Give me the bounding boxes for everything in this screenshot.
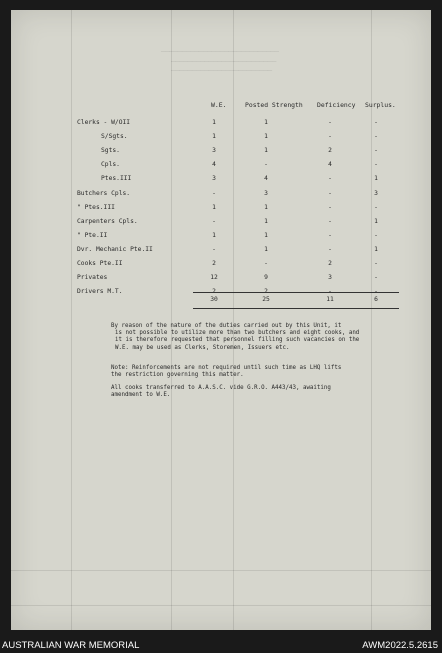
footer-institution: AUSTRALIAN WAR MEMORIAL xyxy=(2,640,140,651)
row-label: Butchers Cpls. xyxy=(77,190,131,197)
cell-surplus: 1 xyxy=(374,246,378,253)
cell-deficiency: 3 xyxy=(328,274,332,281)
paragraph-line: it is therefore requested that personnel filling such vacancies on the xyxy=(115,337,360,344)
row-label: Drivers M.T. xyxy=(77,288,123,295)
cell-posted: 1 xyxy=(264,119,268,126)
cell-we: 3 xyxy=(212,175,216,182)
cell-we: - xyxy=(212,190,216,197)
show-through-text: ──────────────────────────── xyxy=(161,48,280,56)
paragraph-cooks xyxy=(111,385,331,399)
column-header-surplus: Surplus. xyxy=(365,101,396,109)
row-label: Dvr. Mechanic Pte.II xyxy=(77,246,153,253)
cell-we: 1 xyxy=(212,232,216,239)
cell-posted: 1 xyxy=(264,246,268,253)
cell-posted: - xyxy=(264,161,268,168)
cell-we: 2 xyxy=(212,260,216,267)
cell-surplus: - xyxy=(374,260,378,267)
row-label: S/Sgts. xyxy=(101,133,128,140)
cell-posted: 1 xyxy=(264,218,268,225)
show-through-text: ──────────────────────── xyxy=(171,67,273,75)
cell-posted: 1 xyxy=(264,204,268,211)
total-deficiency: 11 xyxy=(326,296,334,303)
form-rule xyxy=(11,570,431,571)
row-label: Cpls. xyxy=(101,161,120,168)
form-rule xyxy=(71,10,72,630)
cell-we: 1 xyxy=(212,204,216,211)
cell-posted: 1 xyxy=(264,133,268,140)
cell-deficiency: - xyxy=(328,119,332,126)
form-rule xyxy=(233,10,234,630)
cell-deficiency: 2 xyxy=(328,260,332,267)
cell-deficiency: - xyxy=(328,204,332,211)
cell-surplus: - xyxy=(374,274,378,281)
total-we: 30 xyxy=(210,296,218,303)
cell-deficiency: - xyxy=(328,218,332,225)
column-header-deficiency: Deficiency xyxy=(317,101,356,109)
row-label: Carpenters Cpls. xyxy=(77,218,138,225)
cell-we: 1 xyxy=(212,133,216,140)
paragraph-reason xyxy=(111,323,359,352)
cell-surplus: 1 xyxy=(374,218,378,225)
cell-we: 4 xyxy=(212,161,216,168)
cell-deficiency: 4 xyxy=(328,161,332,168)
row-label: " Pte.II xyxy=(77,232,108,239)
row-label: Cooks Pte.II xyxy=(77,260,123,267)
paragraph-note xyxy=(111,365,341,379)
cell-surplus: - xyxy=(374,161,378,168)
cell-surplus: - xyxy=(374,119,378,126)
cell-we: 1 xyxy=(212,119,216,126)
cell-posted: 9 xyxy=(264,274,268,281)
cell-surplus: - xyxy=(374,147,378,154)
paragraph-line: By reason of the nature of the duties carried out by this Unit, it xyxy=(111,323,342,329)
totals-rule-bottom xyxy=(193,308,399,309)
row-label: Ptes.III xyxy=(101,175,132,182)
cell-we: 3 xyxy=(212,147,216,154)
cell-posted: - xyxy=(264,260,268,267)
show-through-text: ───────────────────────── xyxy=(171,58,277,66)
row-label: Clerks - W/OII xyxy=(77,119,131,126)
cell-deficiency: - xyxy=(328,232,332,239)
cell-deficiency: - xyxy=(328,133,332,140)
paragraph-line: the restriction governing this matter. xyxy=(111,372,244,379)
document-page xyxy=(11,10,431,630)
form-rule xyxy=(171,10,172,630)
paragraph-line: is not possible to utilize more than two butchers and eight cooks, and xyxy=(115,330,360,337)
cell-surplus: 1 xyxy=(374,175,378,182)
cell-we: - xyxy=(212,218,216,225)
totals-rule-top xyxy=(193,292,399,293)
cell-deficiency: 2 xyxy=(328,147,332,154)
cell-deficiency: - xyxy=(328,190,332,197)
column-header-we: W.E. xyxy=(211,101,227,109)
cell-surplus: - xyxy=(374,204,378,211)
archive-footer xyxy=(0,638,442,653)
row-label: Privates xyxy=(77,274,108,281)
footer-catalogue-id: AWM2022.5.2615 xyxy=(362,640,438,651)
cell-surplus: 3 xyxy=(374,190,378,197)
cell-we: - xyxy=(212,246,216,253)
row-label: Sgts. xyxy=(101,147,120,154)
paragraph-line: W.E. may be used as Clerks, Storemen, Issuers etc. xyxy=(115,344,290,351)
cell-posted: 1 xyxy=(264,147,268,154)
paragraph-line: amendment to W.E. xyxy=(111,392,171,399)
column-header-posted: Posted Strength xyxy=(245,101,303,109)
cell-deficiency: - xyxy=(328,246,332,253)
form-rule xyxy=(11,605,431,606)
cell-posted: 1 xyxy=(264,232,268,239)
total-surplus: 6 xyxy=(374,296,378,303)
cell-surplus: - xyxy=(374,133,378,140)
paragraph-line: Note: Reinforcements are not required until such time as LHQ lifts xyxy=(111,365,342,371)
paragraph-line: All cooks transferred to A.A.S.C. vide G.R.O. A443/43, awaiting xyxy=(111,385,331,391)
cell-surplus: - xyxy=(374,232,378,239)
total-posted: 25 xyxy=(262,296,270,303)
cell-posted: 3 xyxy=(264,190,268,197)
cell-deficiency: - xyxy=(328,175,332,182)
cell-we: 12 xyxy=(210,274,218,281)
row-label: " Ptes.III xyxy=(77,204,115,211)
cell-posted: 4 xyxy=(264,175,268,182)
